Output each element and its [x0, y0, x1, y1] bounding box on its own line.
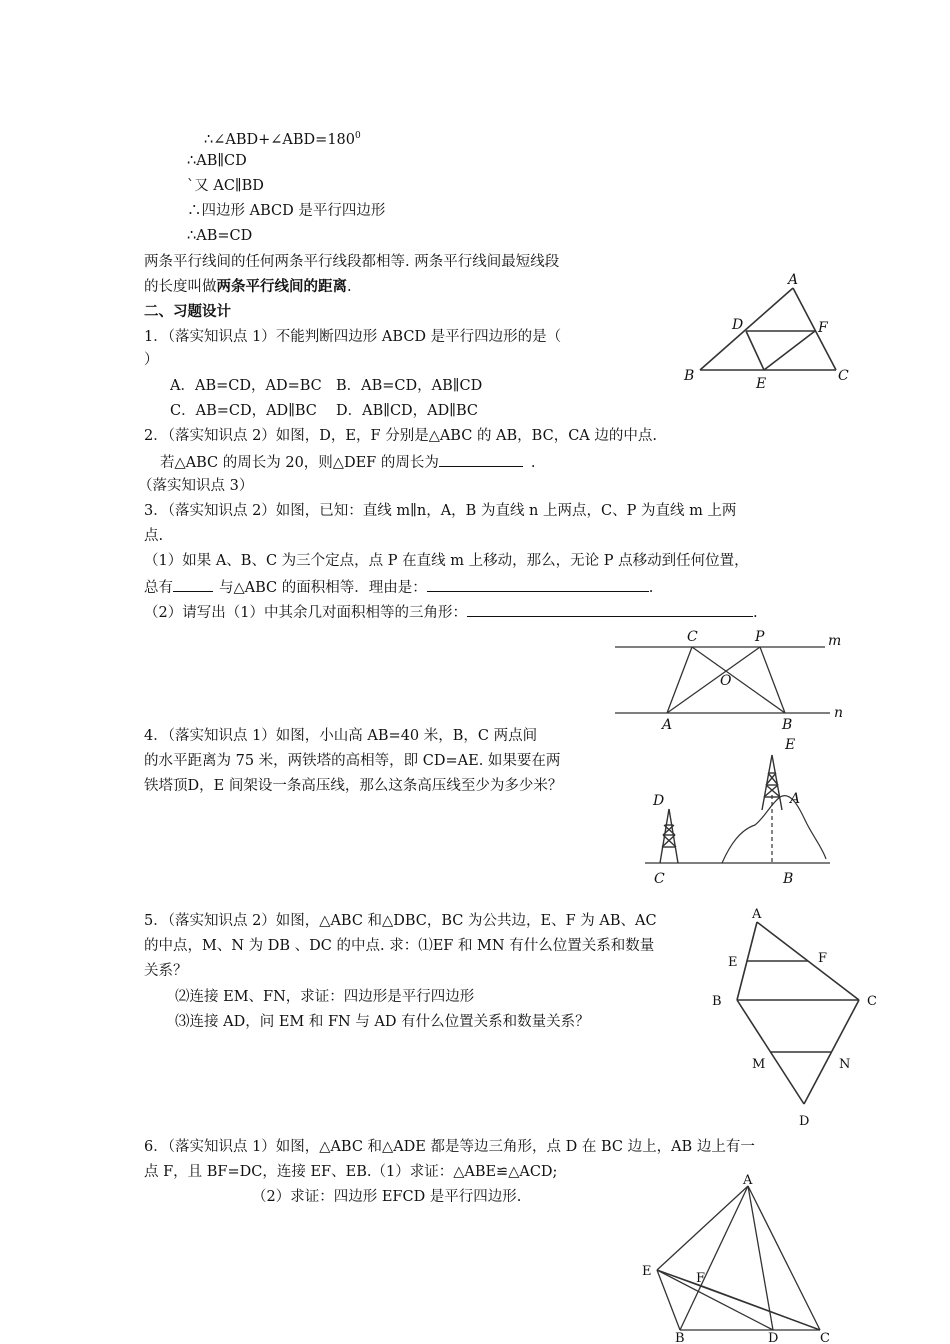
figure-q1-triangle	[670, 270, 860, 400]
q1-option-b: B．AB=CD，AB∥CD	[336, 378, 483, 394]
proof-line-2: ∴AB∥CD	[187, 153, 247, 169]
q6-line-2: 点 F，且 BF=DC，连接 EF、EB.（1）求证：△ABE≌△ACD;	[144, 1164, 558, 1180]
proof-line-1: $\therefore\angle ABD+\angle ABD=180^0$	[204, 131, 361, 148]
q1-option-d: D．AB∥CD，AD∥BC	[336, 403, 478, 419]
fig3-label-c: C	[654, 871, 665, 887]
section-title: 二、习题设计	[144, 303, 231, 320]
q2-line-2: 若△ABC 的周长为 20，则△DEF 的周长为 .	[160, 451, 535, 473]
fig2-label-o: O	[720, 673, 732, 689]
fig1-label-b: B	[684, 368, 695, 384]
fig4-label-f: F	[818, 951, 828, 966]
fig5-label-f: F	[696, 1271, 706, 1286]
q4-line-2: 的水平距离为 75 米，两铁塔的高相等，即 CD=AE. 如果要在两	[144, 753, 561, 769]
fig3-label-a: A	[790, 791, 801, 807]
q5-line-4: ⑵连接 EM、FN，求证：四边形是平行四边形	[175, 989, 475, 1005]
fig5-label-e: E	[642, 1264, 652, 1279]
fig4-label-c: C	[867, 994, 877, 1009]
q2-line-1: 2．（落实知识点 2）如图，D，E，F 分别是△ABC 的 AB，BC，CA 边的中点.	[144, 428, 657, 444]
q1-stem-close: ）	[144, 352, 159, 368]
q4-line-3: 铁塔顶D，E 间架设一条高压线，那么这条高压线至少为多少米？	[144, 778, 563, 794]
fig3-label-e: E	[785, 737, 796, 753]
q3-line-4: 总有 与△ABC 的面积相等．理由是： .	[144, 576, 653, 598]
q6-line-1: 6．（落实知识点 1）如图，△ABC 和△ADE 都是等边三角形，点 D 在 BC 边上，AB 边上有一	[144, 1139, 755, 1155]
fig1-label-e: E	[756, 376, 767, 392]
fig2-label-m: m	[828, 633, 842, 649]
fig2-label-p: P	[755, 629, 765, 645]
figure-q3-parallel-lines	[610, 625, 860, 735]
fig4-label-m: M	[752, 1057, 766, 1072]
fig2-label-a: A	[662, 717, 673, 733]
fig4-label-a: A	[752, 907, 762, 922]
q3-line-1: 3．（落实知识点 2）如图，已知：直线 m∥n，A，B 为直线 n 上两点，C、P 为直线 m 上两	[144, 503, 737, 519]
fig2-label-c: C	[687, 629, 698, 645]
fig2-label-b: B	[782, 717, 793, 733]
fig5-label-a: A	[743, 1173, 753, 1188]
fig4-label-e: E	[728, 955, 738, 970]
definition-line-1: 两条平行线间的任何两条平行线段都相等. 两条平行线间最短线段	[144, 254, 560, 270]
q5-line-5: ⑶连接 AD，问 EM 和 FN 与 AD 有什么位置关系和数量关系？	[175, 1014, 590, 1030]
fig4-label-d: D	[799, 1114, 810, 1129]
q3-answer-blank-1[interactable]	[173, 576, 213, 592]
figure-q6-equilateral	[640, 1170, 840, 1342]
q2-line-3: （落实知识点 3）	[138, 478, 254, 494]
proof-line-5: ∴AB=CD	[187, 228, 253, 244]
q6-line-3: （2）求证：四边形 EFCD 是平行四边形.	[252, 1189, 522, 1205]
fig4-label-n: N	[839, 1057, 851, 1072]
q3-line-2: 点.	[144, 528, 164, 544]
q5-line-2: 的中点，M、N 为 DB 、DC 的中点. 求：⑴EF 和 MN 有什么位置关系和数量	[144, 938, 655, 954]
fig5-label-b: B	[675, 1331, 685, 1344]
fig1-label-d: D	[732, 317, 744, 333]
fig2-label-n: n	[834, 705, 844, 721]
fig3-label-b: B	[783, 871, 794, 887]
fig5-label-c: C	[820, 1331, 830, 1344]
q4-line-1: 4．（落实知识点 1）如图，小山高 AB=40 米，B，C 两点间	[144, 728, 538, 744]
q3-pairs-blank[interactable]	[467, 601, 753, 617]
figure-q5-two-triangles	[700, 900, 900, 1130]
fig1-label-a: A	[788, 272, 799, 288]
fig1-label-f: F	[818, 320, 828, 336]
proof-line-3: `又 AC∥BD	[187, 178, 264, 194]
q1-option-c: C．AB=CD，AD∥BC	[170, 403, 317, 419]
proof-line-4: ∴四边形 ABCD 是平行四边形	[187, 203, 386, 219]
q3-reason-blank[interactable]	[427, 576, 649, 592]
q3-line-3: （1）如果 A、B、C 为三个定点，点 P 在直线 m 上移动，那么，无论 P 点移动到任何位置，	[144, 553, 749, 569]
definition-line-2: 的长度叫做两条平行线间的距离.	[144, 278, 352, 295]
fig4-label-b: B	[712, 994, 722, 1009]
q5-line-3: 关系？	[144, 963, 188, 979]
fig1-label-c: C	[838, 368, 849, 384]
q1-stem: 1．（落实知识点 1）不能判断四边形 ABCD 是平行四边形的是（	[144, 329, 562, 345]
q2-answer-blank[interactable]	[439, 451, 523, 467]
fig3-label-d: D	[653, 793, 665, 809]
q3-line-5: （2）请写出（1）中其余几对面积相等的三角形： .	[144, 601, 758, 623]
q1-option-a: A．AB=CD，AD=BC	[170, 378, 322, 394]
q5-line-1: 5．（落实知识点 2）如图，△ABC 和△DBC，BC 为公共边，E、F 为 AB、AC	[144, 913, 657, 929]
fig5-label-d: D	[768, 1331, 779, 1344]
figure-q4-towers-hill	[640, 735, 840, 895]
